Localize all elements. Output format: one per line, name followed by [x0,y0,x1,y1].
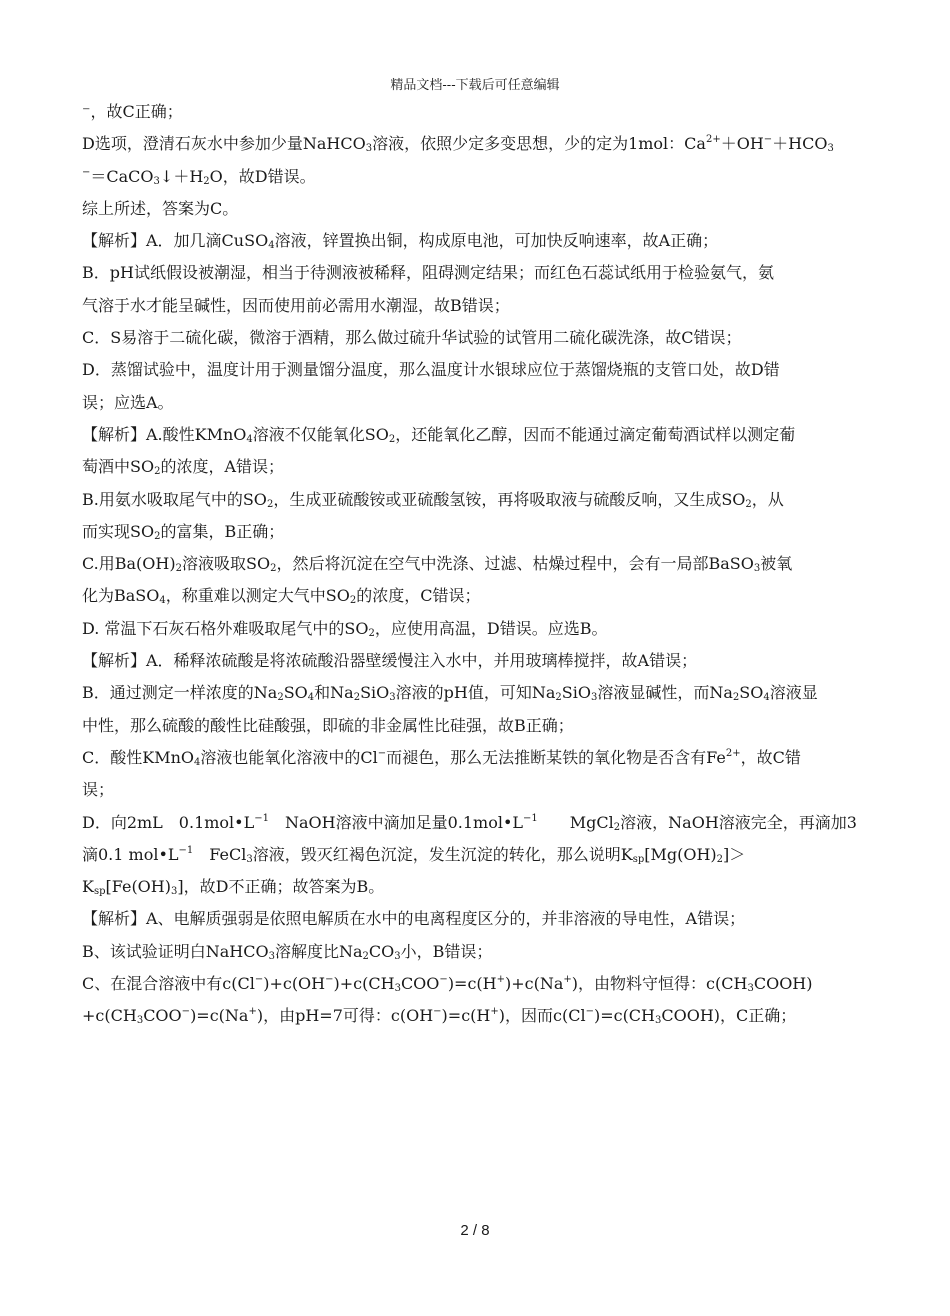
text-line: C．酸性KMnO$_4$溶液也能氧化溶液中的Cl−而褪色，那么无法推断某铁的氧化物是否含有$Fe^{2+}$，故C错 [82,747,801,768]
text-line: 而实现$SO_2$的富集，B正确； [82,521,285,542]
text-line: 【解析】A．稀释浓硫酸是将浓硫酸沿器壁缓慢注入水中，并用玻璃棒搅拌，故A错误； [82,651,698,671]
text-line: 误；应选A。 [82,392,174,412]
text-line: 滴0.1 $mol•L^{-1}$ FeCl$_3$溶液，毁灭红褐色沉淀，发生沉淀的转化，那么说明$K_{sp}[Mg(OH)_2]>$ [82,844,746,865]
text-line: 【解析】A、电解质强弱是依照电解质在水中的电离程度区分的，并非溶液的导电性，A错误； [82,909,746,929]
text-line: D．向2mL $0.1mol•L^{-1}$ NaOH溶液中滴加足量$0.1mol•L^{-1}$ MgCl$_2$溶液，NaOH溶液完全，再滴加3 [82,812,857,833]
text-line: $+c(CH_3COO^-)=c(Na^+)$，由pH=7可得：c(OH−)=c(H+)，因而$c(Cl^-)=c(CH_3COOH)$，C正确； [82,1006,797,1027]
text-line: D．蒸馏试验中，温度计用于测量馏分温度，那么温度计水银球应位于蒸馏烧瓶的支管口处，故D错 [82,360,780,380]
text-line: B.用氨水吸取尾气中的$SO_2$，生成亚硫酸铵或亚硫酸氢铵，再将吸取液与硫酸反响，又生成$SO_2$，从 [82,489,784,510]
text-line: D选项，澄清石灰水中参加少量NaHCO$_3$溶液，依照少定多变思想，少的定为1mol：$Ca^{2+}+OH^-+HCO_3$ [82,134,834,155]
text-line: 化为BaSO$_4$，称重难以测定大气中$SO_2$的浓度，C错误； [82,586,481,607]
text-line: $^-=CaCO_3↓+H_2O$，故D错误。 [82,166,316,187]
text-line: 【解析】A．加几滴CuSO$_4$溶液，锌置换出铜，构成原电池，可加快反响速率，故A正确； [82,231,719,252]
text-line: 误； [82,780,115,800]
page-number: 2 / 8 [460,1222,490,1239]
text-line: C、在混合溶液中有$c(Cl^-)+c(OH^-)+c(CH_3COO^-)=c(H^+)+c(Na^+)$，由物料守恒得：$c(CH_3COOH)$ [82,974,813,995]
text-line: B．pH试纸假设被潮湿，相当于待测液被稀释，阻碍测定结果；而红色石蕊试纸用于检验氨气，氨 [82,263,774,283]
text-line: C.用$Ba(OH)_2$溶液吸取$SO_2$，然后将沉淀在空气中洗涤、过滤、枯燥过程中，会有一局部BaSO$_3$被氧 [82,554,793,575]
text-line: C．S易溶于二硫化碳，微溶于酒精，那么做过硫升华试验的试管用二硫化碳洗涤，故C错误； [82,328,742,348]
text-line: B．通过测定一样浓度的$Na_2SO_4$和$Na_2SiO_3$溶液的pH值，可知$Na_2SiO_3$溶液显碱性，而$Na_2SO_4$溶液显 [82,683,818,704]
text-line: $K_{sp}[Fe(OH)_3]$，故D不正确；故答案为B。 [82,877,385,898]
text-line: ⁻，故C正确； [82,102,183,121]
text-line: B、该试验证明白NaHCO$_3$溶解度比$Na_2CO_3$小，B错误； [82,941,493,962]
text-line: 气溶于水才能呈碱性，因而使用前必需用水潮湿，故B错误； [82,295,510,315]
text-line: 【解析】A.酸性KMnO$_4$溶液不仅能氧化$SO_2$，还能氧化乙醇，因而不能通过滴定葡萄酒试样以测定葡 [82,424,796,445]
text-line: 综上所述，答案为C。 [82,198,239,218]
page-header: 精品文档---下载后可任意编辑 [390,78,560,93]
text-line: 中性，那么硫酸的酸性比硅酸强，即硫的非金属性比硅强，故B正确； [82,715,574,735]
document-body [82,96,882,1033]
text-line: 萄酒中$SO_2$的浓度，A错误； [82,457,285,478]
text-line: D. 常温下石灰石格外难吸取尾气中的$SO_2$，应使用高温，D错误。应选B。 [82,618,608,639]
